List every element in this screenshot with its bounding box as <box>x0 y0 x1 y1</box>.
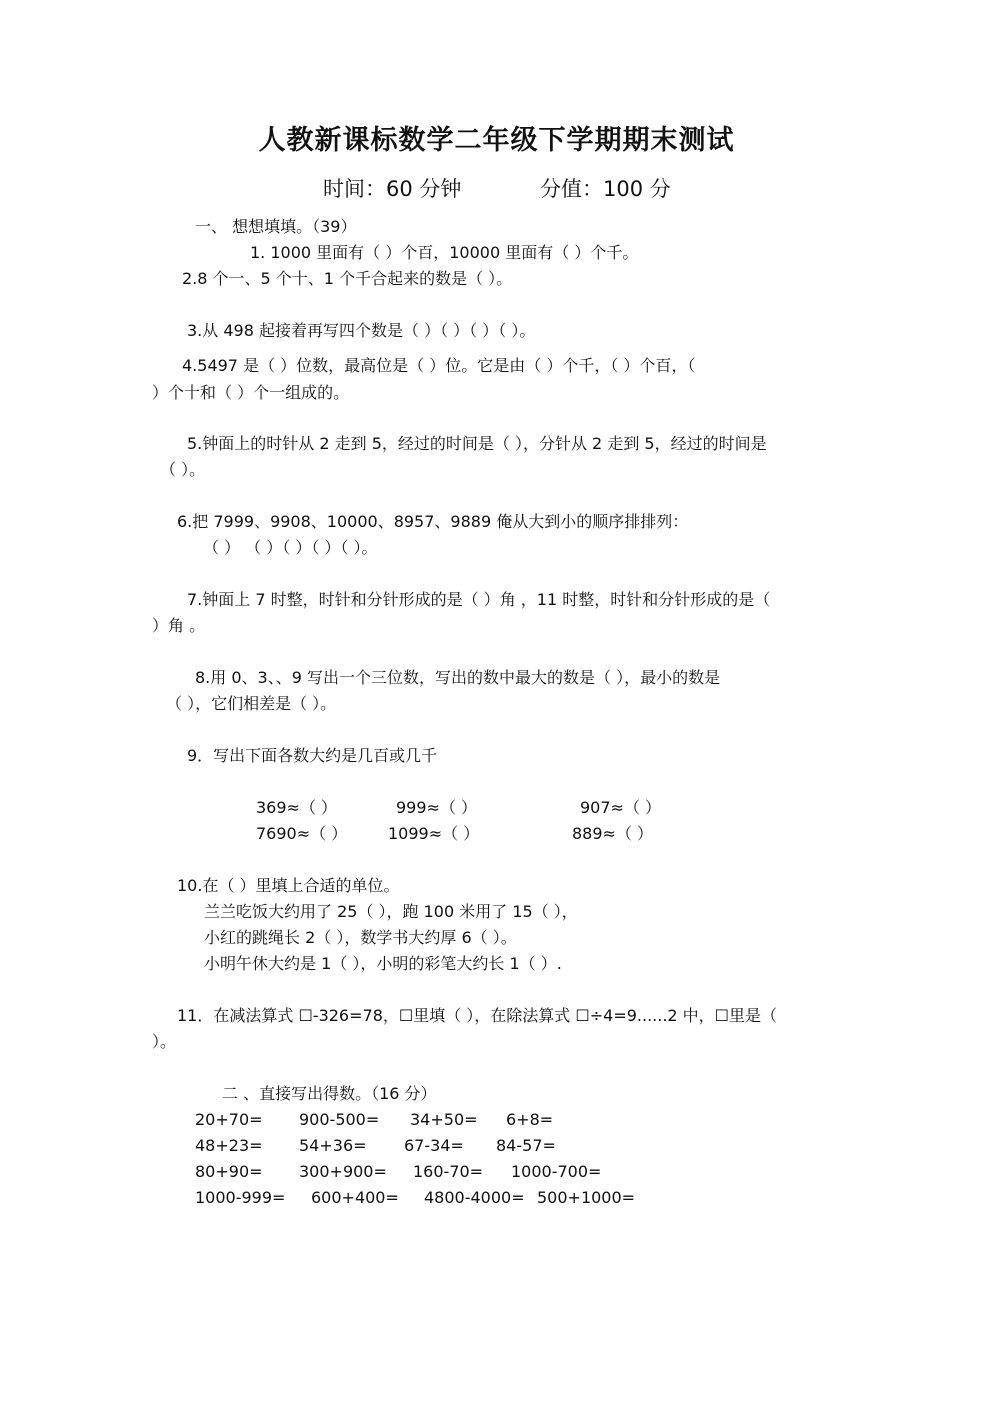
arithmetic-item: 300+900= <box>299 1162 387 1181</box>
question-4-line-1: 4.5497 是（ ）位数，最高位是（ ）位。它是由（ ）个千，（ ）个百，（ <box>182 356 696 375</box>
question-7-line-1: 7.钟面上 7 时整，时针和分针形成的是（ ）角 ，11 时整，时针和分针形成的是（ <box>187 590 771 609</box>
estimate-item: 889≈（ ） <box>572 824 654 843</box>
arithmetic-item: 500+1000= <box>537 1188 636 1207</box>
question-1: 1. 1000 里面有（ ）个百，10000 里面有（ ）个千。 <box>250 243 639 262</box>
question-10-item-1: 兰兰吃饭大约用了 25（ ），跑 100 米用了 15（ ）， <box>204 902 578 921</box>
question-10-item-3: 小明午休大约是 1（ ），小明的彩笔大约长 1（ ）. <box>204 954 562 973</box>
question-10: 10.在（ ）里填上合适的单位。 <box>177 876 400 895</box>
estimate-item: 7690≈（ ） <box>256 824 348 843</box>
arithmetic-item: 600+400= <box>311 1188 399 1207</box>
question-6-line-1: 6.把 7999、9908、10000、8957、9889 俺从大到小的顺序排排列： <box>177 512 689 531</box>
arithmetic-item: 6+8= <box>506 1110 554 1129</box>
arithmetic-item: 34+50= <box>410 1110 478 1129</box>
question-6-line-2: （ ） （ ）（ ）（ ）（ ）。 <box>203 538 378 557</box>
arithmetic-item: 900-500= <box>299 1110 380 1129</box>
question-5-line-2: （ ）。 <box>160 460 206 479</box>
question-10-item-2: 小红的跳绳长 2（ ），数学书大约厚 6（ ）。 <box>204 928 517 947</box>
arithmetic-item: 67-34= <box>404 1136 464 1155</box>
arithmetic-item: 1000-999= <box>195 1188 286 1207</box>
exam-time: 时间：60 分钟 <box>323 177 462 201</box>
section-2-heading: 二 、直接写出得数。（16 分） <box>222 1084 437 1103</box>
arithmetic-item: 84-57= <box>496 1136 556 1155</box>
arithmetic-item: 160-70= <box>413 1162 484 1181</box>
arithmetic-item: 20+70= <box>195 1110 263 1129</box>
question-2: 2.8 个一、5 个十、1 个千合起来的数是（ ）。 <box>182 269 513 288</box>
estimate-item: 369≈（ ） <box>256 798 338 817</box>
question-7-line-2: ）角 。 <box>152 616 206 635</box>
arithmetic-item: 48+23= <box>195 1136 263 1155</box>
question-4-line-2: ）个十和（ ）个一组成的。 <box>152 383 350 402</box>
question-11-line-1: 11．在减法算式 ☐-326=78，☐里填（ ），在除法算式 ☐÷4=9......2 中，☐里是（ <box>177 1006 778 1025</box>
estimate-item: 907≈（ ） <box>580 798 662 817</box>
arithmetic-item: 4800-4000= <box>424 1188 525 1207</box>
question-8-line-1: 8.用 0、3、、9 写出一个三位数，写出的数中最大的数是（ ），最小的数是 <box>195 668 721 687</box>
question-3: 3.从 498 起接着再写四个数是（ ）（ ）（ ）（ ）。 <box>187 321 536 340</box>
page-title: 人教新课标数学二年级下学期期末测试 <box>258 125 735 156</box>
question-9: 9．写出下面各数大约是几百或几千 <box>187 746 438 765</box>
exam-score: 分值：100 分 <box>540 177 671 201</box>
question-11-line-2: ）。 <box>152 1032 177 1051</box>
estimate-item: 999≈（ ） <box>396 798 478 817</box>
question-8-line-2: （ ），它们相差是（ ）。 <box>166 694 337 713</box>
estimate-item: 1099≈（ ） <box>388 824 480 843</box>
arithmetic-item: 54+36= <box>299 1136 367 1155</box>
arithmetic-item: 1000-700= <box>511 1162 602 1181</box>
section-1-heading: 一、 想想填填。（39） <box>195 217 357 236</box>
question-5-line-1: 5.钟面上的时针从 2 走到 5，经过的时间是（ ），分针从 2 走到 5，经过的时间是 <box>187 434 767 453</box>
arithmetic-item: 80+90= <box>195 1162 263 1181</box>
